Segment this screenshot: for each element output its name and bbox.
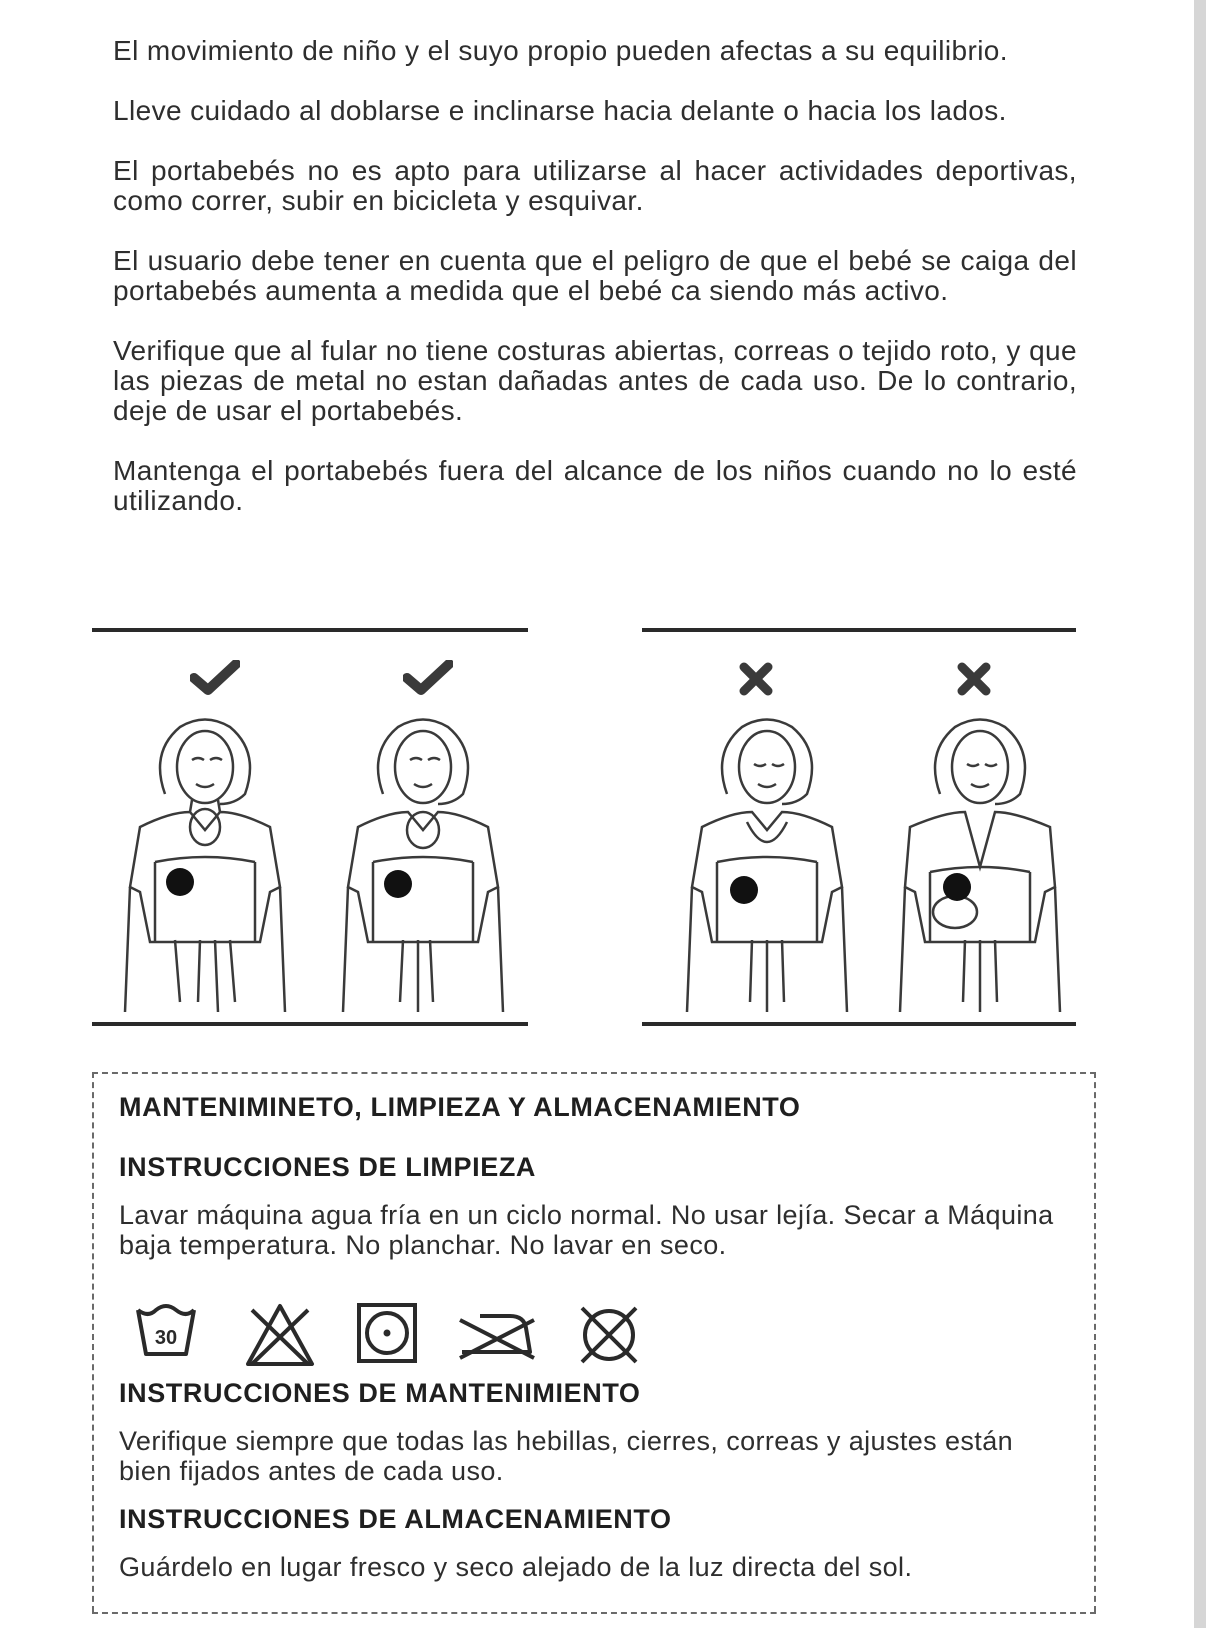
illustration-correct-2 bbox=[338, 640, 518, 1020]
warning-paragraph: El movimiento de niño y el suyo propio pueden afectas a su equilibrio. bbox=[113, 35, 1008, 66]
warning-paragraph: Lleve cuidado al doblarse e inclinarse hacia delante o hacia los lados. bbox=[113, 95, 1007, 126]
page-edge bbox=[1194, 0, 1206, 1628]
divider-right-top bbox=[642, 628, 1076, 632]
carrier-figure-icon bbox=[338, 712, 508, 1012]
maintenance-box-bottom-border bbox=[92, 1612, 1096, 1614]
care-symbols bbox=[134, 1302, 674, 1372]
divider-left-top bbox=[92, 628, 528, 632]
maintenance-title: MANTENIMINETO, LIMPIEZA Y ALMACENAMIENTO bbox=[119, 1092, 801, 1122]
no-iron-icon bbox=[454, 1302, 538, 1362]
illustration-incorrect-1 bbox=[682, 640, 862, 1020]
warning-paragraph: Mantenga el portabebés fuera del alcance de los niños cuando no lo esté utilizando. bbox=[113, 455, 1077, 516]
carrier-figure-icon bbox=[895, 712, 1065, 1012]
cleaning-text: Lavar máquina agua fría en un ciclo normal. No usar lejía. Secar a Máquina baja temperatura. No planchar. No lavar en seco. bbox=[119, 1200, 1054, 1260]
illustration-incorrect-2 bbox=[895, 640, 1075, 1020]
cross-icon bbox=[957, 662, 991, 696]
carrier-figure-icon bbox=[120, 712, 290, 1012]
no-dry-clean-icon bbox=[574, 1302, 644, 1368]
warning-paragraph: El portabebés no es apto para utilizarse al hacer actividades deportivas, como correr, subir en bicicleta y esquivar. bbox=[113, 155, 1077, 216]
divider-left-bottom bbox=[92, 1022, 528, 1026]
no-bleach-icon bbox=[244, 1302, 316, 1368]
tumble-dry-low-icon bbox=[356, 1302, 418, 1364]
check-icon bbox=[403, 660, 453, 696]
divider-right-bottom bbox=[642, 1022, 1076, 1026]
storage-text: Guárdelo en lugar fresco y seco alejado de la luz directa del sol. bbox=[119, 1552, 913, 1582]
maintenance-box bbox=[92, 1072, 1096, 1612]
carrier-figure-icon bbox=[682, 712, 852, 1012]
storage-heading: INSTRUCCIONES DE ALMACENAMIENTO bbox=[119, 1504, 672, 1534]
cross-icon bbox=[739, 662, 773, 696]
maintenance-text: Verifique siempre que todas las hebillas, cierres, correas y ajustes están bien fijados antes de cada uso. bbox=[119, 1426, 1014, 1486]
wash-30-icon bbox=[134, 1302, 198, 1362]
illustration-correct-1 bbox=[120, 640, 300, 1020]
wash-temp-label: 30 bbox=[154, 1327, 178, 1349]
safety-warnings bbox=[113, 36, 1077, 546]
maintenance-heading: INSTRUCCIONES DE MANTENIMIENTO bbox=[119, 1378, 641, 1408]
warning-paragraph: El usuario debe tener en cuenta que el peligro de que el bebé se caiga del portabebés aumenta a medida que el bebé ca siendo más activo. bbox=[113, 245, 1077, 306]
warning-paragraph: Verifique que al fular no tiene costuras abiertas, correas o tejido roto, y que las piezas de metal no estan dañadas antes de cada uso. De lo contrario, deje de usar el portabebés. bbox=[113, 335, 1077, 426]
cleaning-heading: INSTRUCCIONES DE LIMPIEZA bbox=[119, 1152, 537, 1182]
check-icon bbox=[190, 660, 240, 696]
